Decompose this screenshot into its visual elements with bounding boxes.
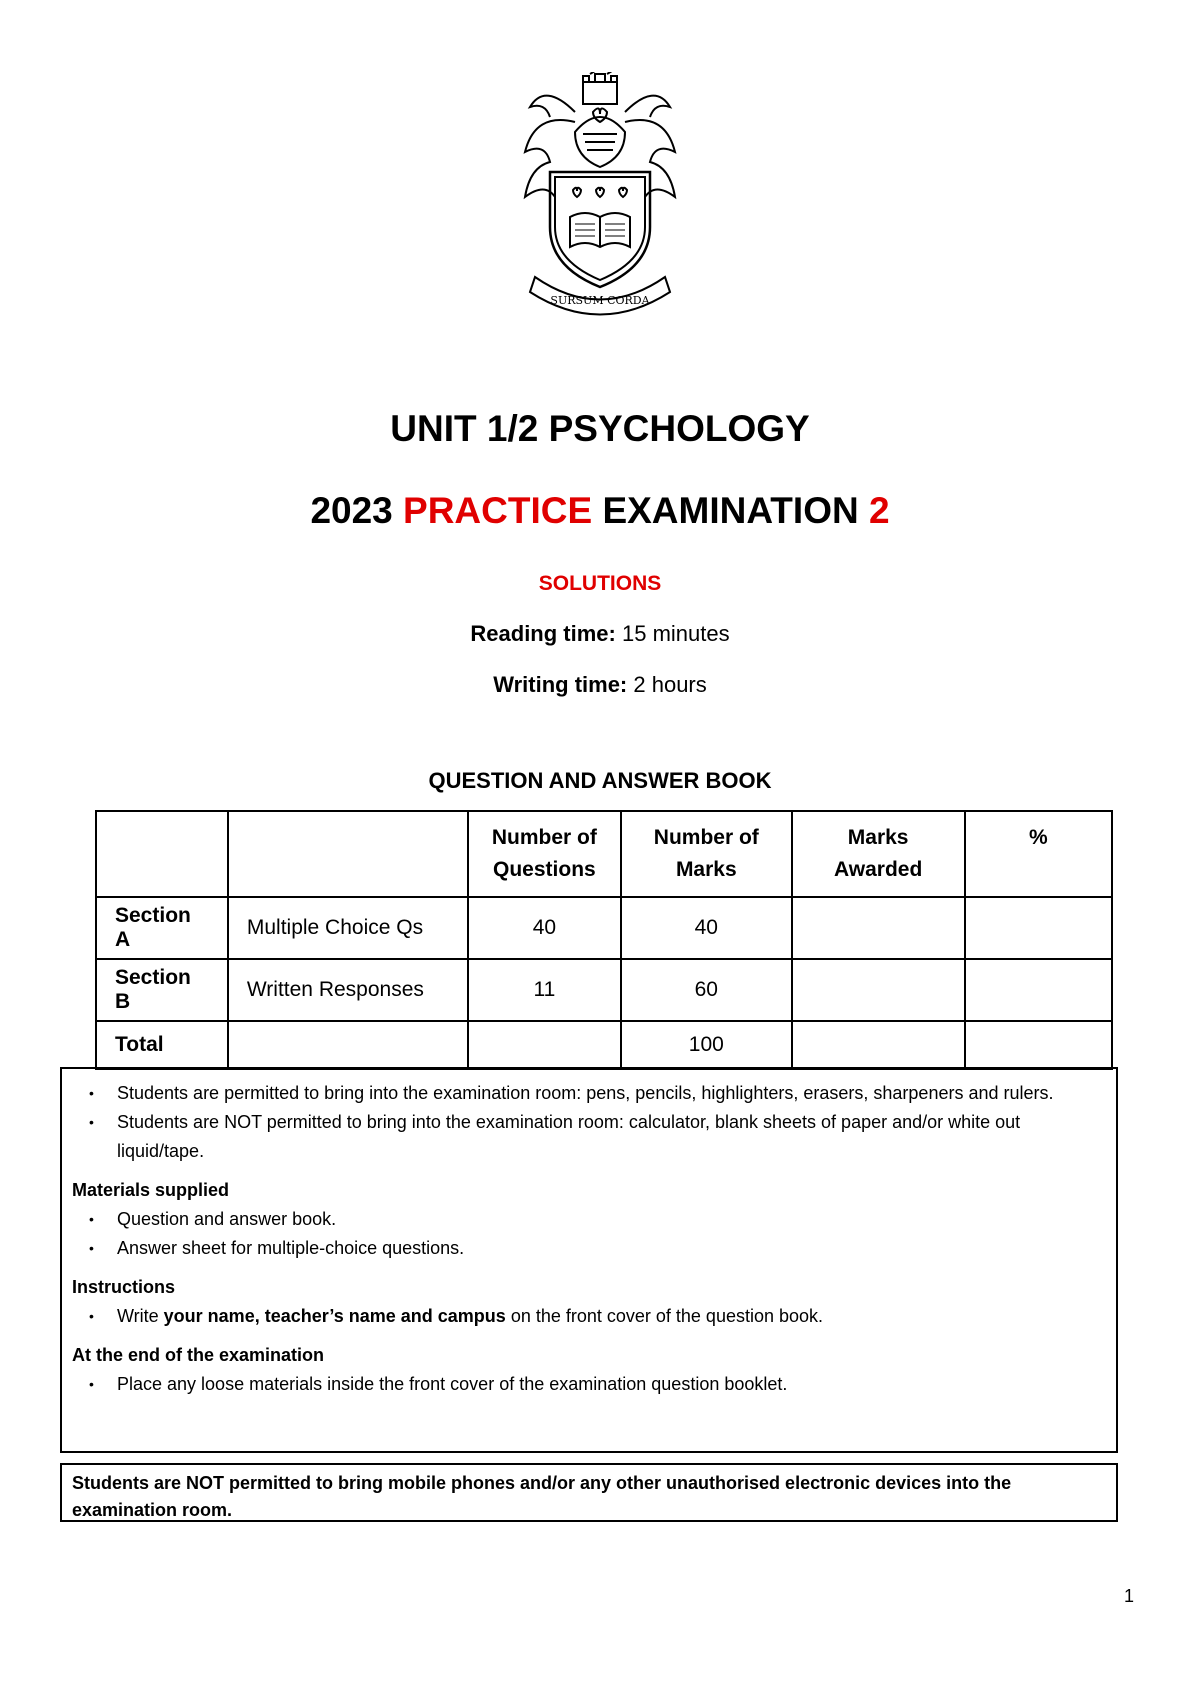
table-row-total (96, 1021, 1112, 1069)
marks-table (95, 810, 1113, 1070)
materials-heading: Materials supplied (72, 1180, 230, 1200)
exam-year: 2023 (310, 490, 393, 531)
solutions-label: SOLUTIONS (538, 572, 662, 595)
instruction-post: on the front cover of the question book. (505, 1306, 824, 1326)
reading-time-value: 15 minutes (621, 621, 730, 646)
table-header-awarded: Marks Awarded (792, 811, 965, 897)
bullet-icon: • (89, 1308, 94, 1324)
table-row (96, 959, 1112, 1021)
table-cell-section: Total (96, 1021, 228, 1069)
device-warning-box: Students are NOT permitted to bring mobile phones and/or any other unauthorised electronic devices into the examination room. (60, 1463, 1118, 1522)
list-item (72, 1108, 1102, 1166)
bullet-icon: • (89, 1085, 94, 1101)
table-cell-questions (468, 1021, 621, 1069)
writing-time-value: 2 hours (633, 672, 707, 697)
material-item: Question and answer book. (117, 1209, 337, 1229)
table-cell-marks: 40 (621, 897, 792, 959)
table-header-cell (228, 811, 468, 897)
bullet-icon: • (89, 1376, 94, 1392)
instructions-list (72, 1302, 1102, 1331)
school-crest-logo (515, 72, 685, 322)
instruction-bold: your name, teacher’s name and campus (163, 1306, 506, 1326)
table-cell-questions: 40 (468, 897, 621, 959)
table-header-questions: Number of Questions (468, 811, 621, 897)
table-cell-type (228, 1021, 468, 1069)
list-item (72, 1079, 1102, 1108)
bullet-icon: • (89, 1211, 94, 1227)
page-number: 1 (1124, 1586, 1135, 1606)
table-cell-percent (965, 959, 1112, 1021)
table-cell-marks: 60 (621, 959, 792, 1021)
table-cell-percent (965, 897, 1112, 959)
table-header-marks: Number of Marks (621, 811, 792, 897)
table-cell-percent (965, 1021, 1112, 1069)
table-cell-awarded (792, 959, 965, 1021)
reading-time-label: Reading time: (470, 621, 616, 646)
bullet-icon: • (89, 1114, 94, 1130)
exam-number: 2 (868, 490, 890, 531)
instruction-pre: Write (117, 1306, 164, 1326)
permission-list (72, 1079, 1102, 1166)
material-item: Answer sheet for multiple-choice questions. (117, 1238, 465, 1258)
table-row (96, 897, 1112, 959)
instructions-heading: Instructions (72, 1277, 176, 1297)
table-cell-marks: 100 (621, 1021, 792, 1069)
book-title: QUESTION AND ANSWER BOOK (428, 768, 772, 793)
writing-time (0, 672, 1200, 698)
materials-list (72, 1205, 1102, 1263)
table-header-cell (96, 811, 228, 897)
permitted-rule: Students are permitted to bring into the examination room: pens, pencils, highlighters, erasers, sharpeners and rulers. (117, 1083, 1054, 1103)
exam-practice-word: PRACTICE (403, 490, 593, 531)
exam-unit-title: UNIT 1/2 PSYCHOLOGY (390, 408, 810, 449)
exam-rules-box (60, 1067, 1118, 1453)
not-permitted-rule: Students are NOT permitted to bring into the examination room: calculator, blank sheets of paper and/or white out liquid/tape. (117, 1112, 1021, 1161)
end-list (72, 1370, 1102, 1399)
table-header-row (96, 811, 1112, 897)
crest-motto: SURSUM CORDA (550, 294, 650, 307)
table-header-percent: % (965, 811, 1112, 897)
table-cell-awarded (792, 1021, 965, 1069)
table-cell-awarded (792, 897, 965, 959)
list-item (72, 1370, 1102, 1399)
table-cell-type: Written Responses (228, 959, 468, 1021)
table-cell-section: Section A (96, 897, 228, 959)
writing-time-label: Writing time: (493, 672, 628, 697)
table-cell-section: Section B (96, 959, 228, 1021)
list-item (72, 1205, 1102, 1234)
exam-title (0, 490, 1200, 532)
reading-time (0, 621, 1200, 647)
exam-examination-word: EXAMINATION (602, 490, 859, 531)
list-item (72, 1302, 1102, 1331)
table-cell-questions: 11 (468, 959, 621, 1021)
end-item: Place any loose materials inside the front cover of the examination question booklet. (117, 1374, 788, 1394)
bullet-icon: • (89, 1240, 94, 1256)
end-heading: At the end of the examination (72, 1345, 325, 1365)
list-item (72, 1234, 1102, 1263)
table-cell-type: Multiple Choice Qs (228, 897, 468, 959)
